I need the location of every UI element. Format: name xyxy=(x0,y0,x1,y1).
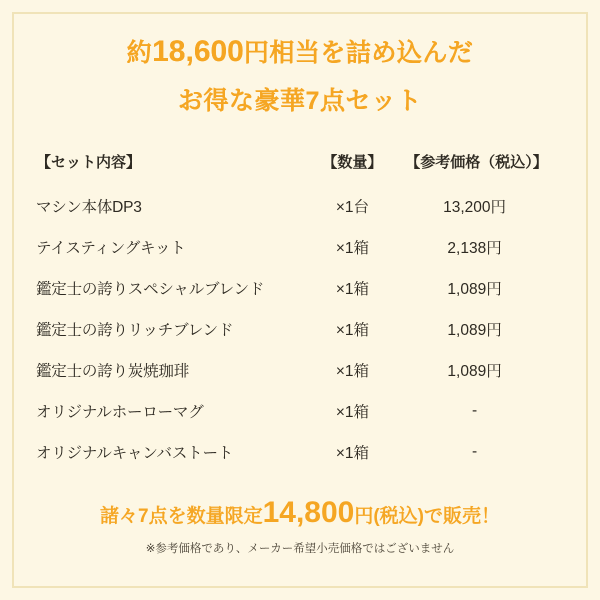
item-price: 2,138円 xyxy=(447,240,502,258)
table-row xyxy=(34,186,566,227)
item-price: 1,089円 xyxy=(447,281,502,299)
headline-line-1 xyxy=(34,30,566,74)
page-title xyxy=(34,30,566,119)
item-qty: ×1箱 xyxy=(335,404,369,422)
headline-prefix: 約 xyxy=(126,39,153,67)
item-name: 鑑定士の誇りリッチブレンド xyxy=(36,322,234,340)
table-row xyxy=(34,350,566,391)
item-name: 鑑定士の誇りスペシャルブレンド xyxy=(36,281,265,299)
table-header-row xyxy=(34,145,566,186)
table-row xyxy=(34,268,566,309)
item-name: テイスティングキット xyxy=(36,240,186,258)
item-name: 鑑定士の誇り炭焼珈琲 xyxy=(36,363,190,381)
item-qty: ×1箱 xyxy=(335,240,369,258)
table-row xyxy=(34,391,566,432)
table-row xyxy=(34,432,566,473)
price-callout-prefix: 諸々7点を数量限定 xyxy=(100,505,263,527)
table-row xyxy=(34,309,566,350)
column-header-price: 【参考価格（税込）】 xyxy=(405,153,548,171)
item-price: - xyxy=(471,402,478,420)
item-price: 1,089円 xyxy=(447,363,502,381)
price-callout-suffix: 円(税込)で販売！ xyxy=(354,505,500,527)
column-header-name: 【セット内容】 xyxy=(36,153,142,171)
item-price: - xyxy=(471,443,478,461)
item-qty: ×1箱 xyxy=(335,445,369,463)
item-price: 13,200円 xyxy=(443,199,507,217)
item-price: 1,089円 xyxy=(447,322,502,340)
headline-suffix: 円相当を詰め込んだ xyxy=(243,39,474,67)
item-name: オリジナルホーローマグ xyxy=(36,404,204,422)
item-qty: ×1台 xyxy=(335,199,369,217)
price-callout xyxy=(34,495,566,531)
disclaimer-note: ※参考価格であり、メーカー希望小売価格ではございません xyxy=(145,542,455,555)
column-header-qty: 【数量】 xyxy=(322,153,383,171)
item-name: マシン本体DP3 xyxy=(36,199,142,217)
headline-amount: 18,600 xyxy=(152,35,244,68)
footer-block xyxy=(34,495,566,556)
item-name: オリジナルキャンバストート xyxy=(36,445,234,463)
headline-line-2: お得な豪華7点セット xyxy=(178,86,422,115)
item-qty: ×1箱 xyxy=(335,363,369,381)
item-qty: ×1箱 xyxy=(335,281,369,299)
table-row xyxy=(34,227,566,268)
set-contents-table xyxy=(34,145,566,473)
item-qty: ×1箱 xyxy=(335,322,369,340)
price-callout-amount: 14,800 xyxy=(262,495,355,529)
